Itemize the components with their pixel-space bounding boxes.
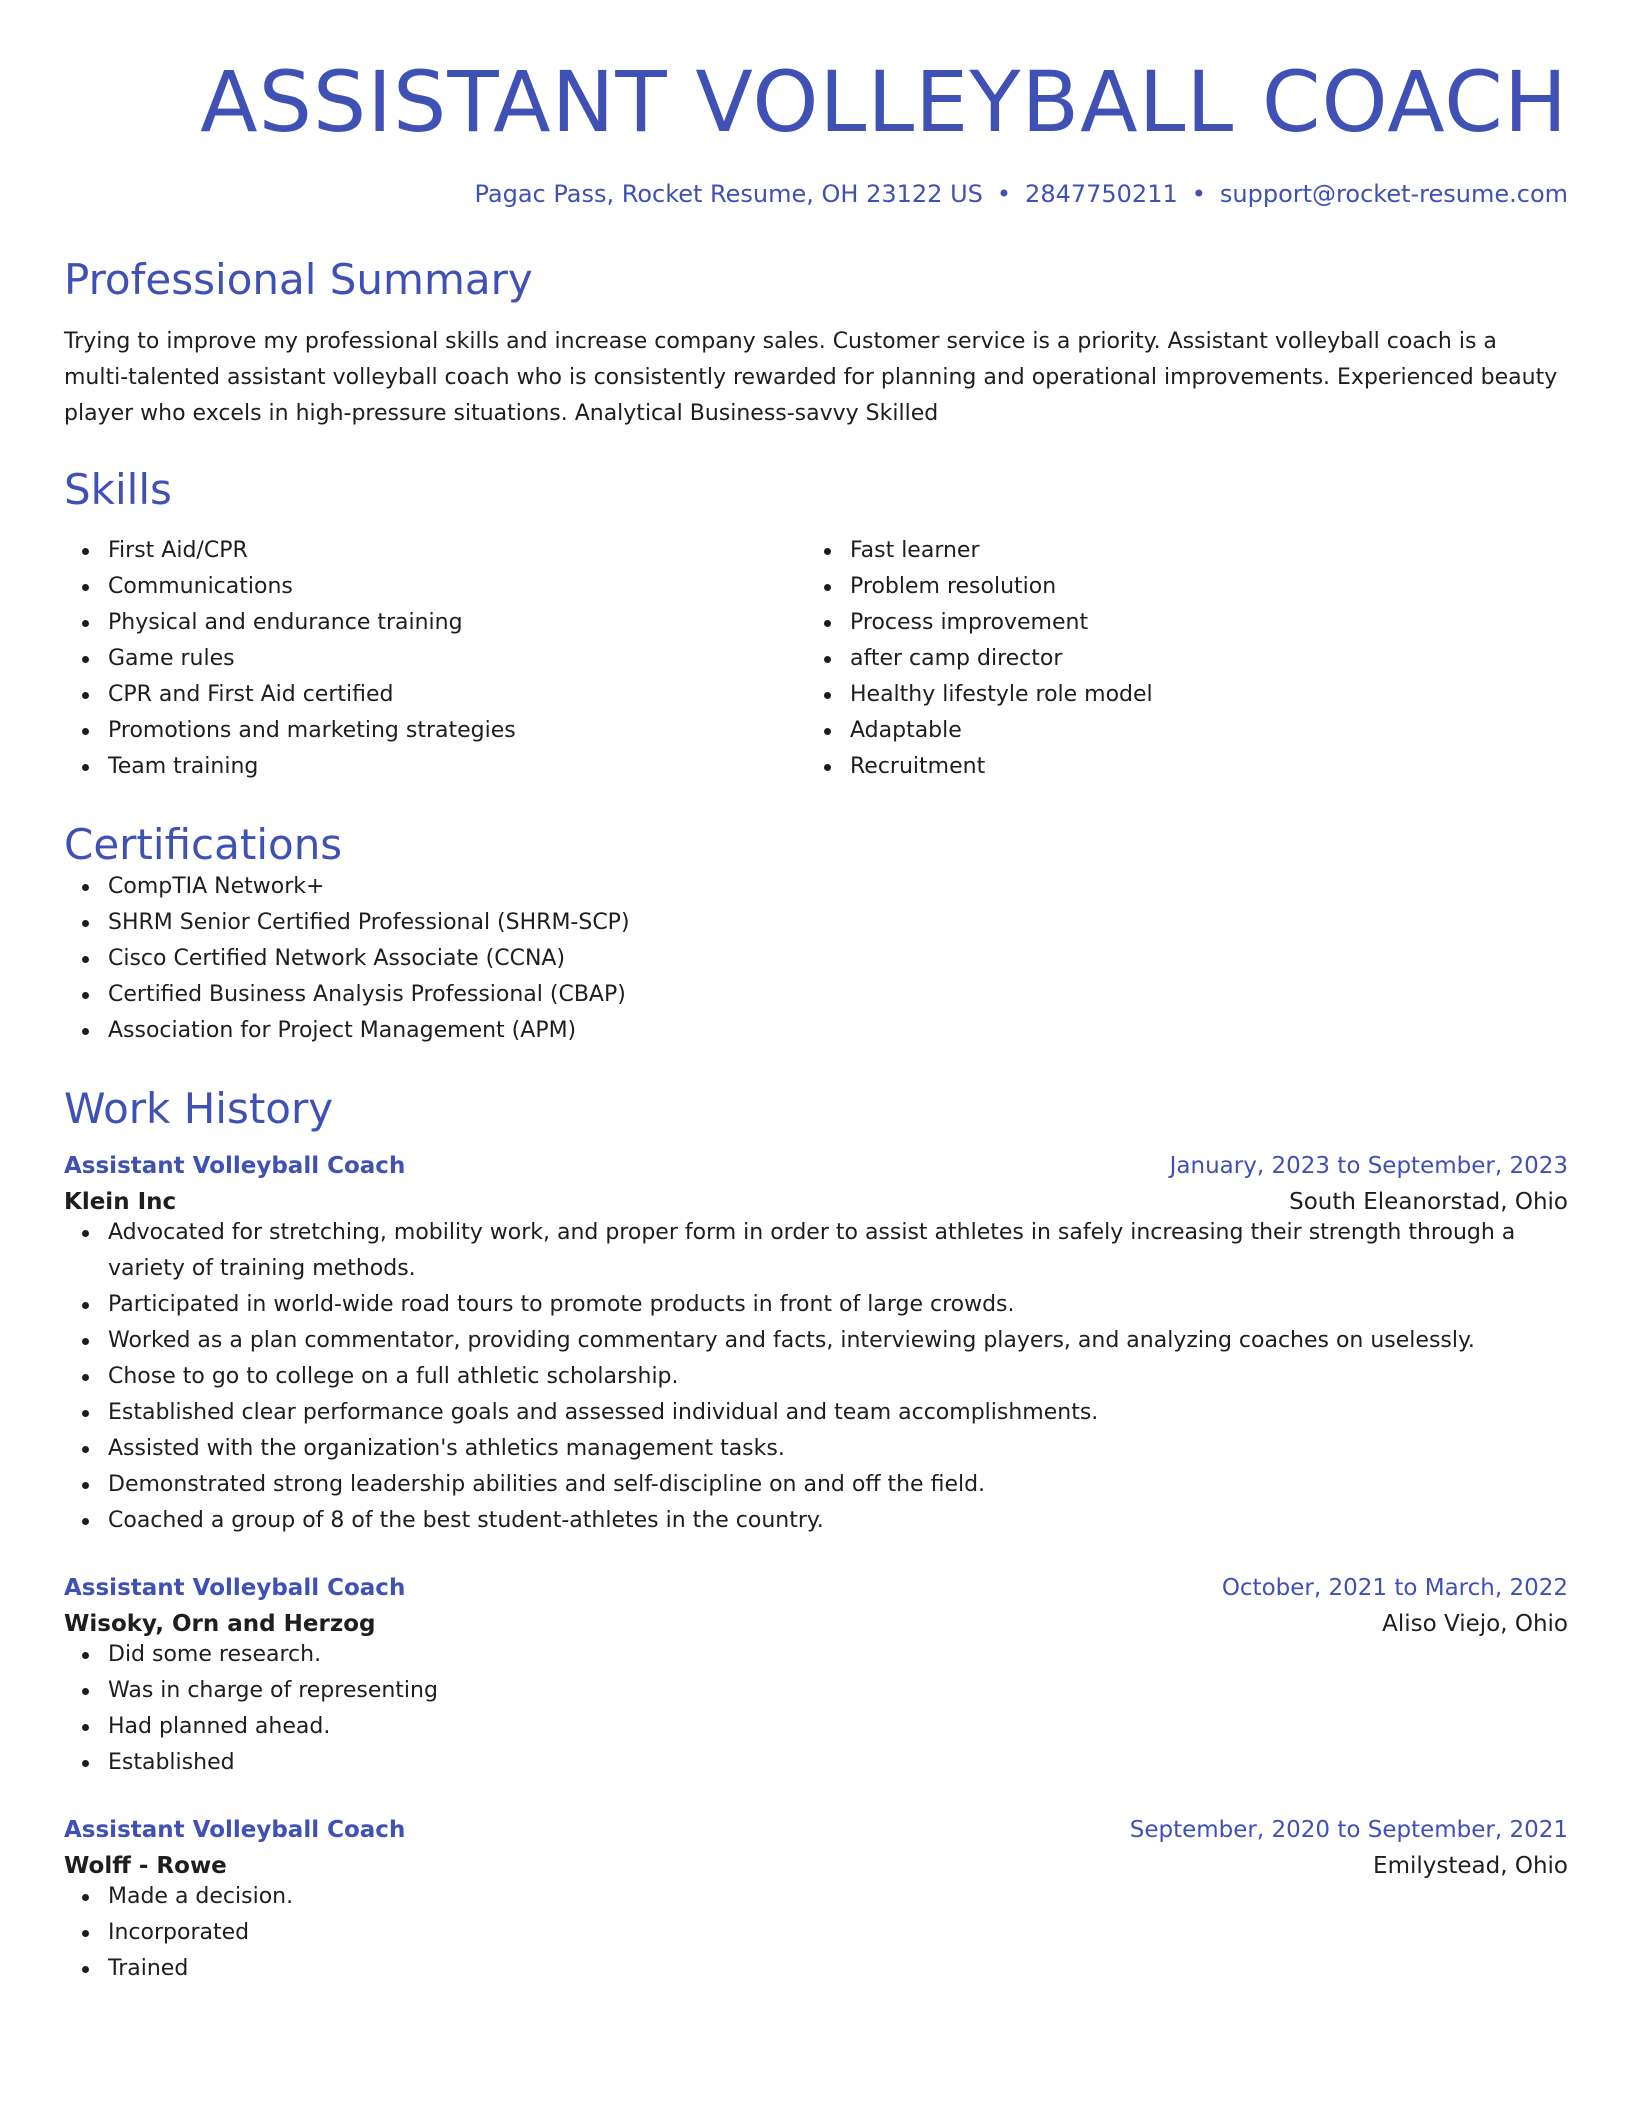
- certification-item: CompTIA Network+: [64, 869, 1568, 905]
- job-duty: Had planned ahead.: [64, 1709, 1568, 1745]
- contact-separator: •: [996, 180, 1012, 208]
- job-entry: [64, 1153, 1568, 1539]
- job-duty: Assisted with the organization's athletics management tasks.: [64, 1431, 1568, 1467]
- job-duties-list: [64, 1215, 1568, 1539]
- job-duty: Was in charge of representing: [64, 1673, 1568, 1709]
- certification-item: Association for Project Management (APM): [64, 1013, 1568, 1049]
- summary-text: Trying to improve my professional skills and increase company sales. Customer service is a priority. Assistant volleyball coach is a multi-talented assistant volleyball coach who is consistently rewarded for planning and operational improvements. Experienced beauty player who excels in high-pressure situations. Analytical Business-savvy Skilled: [64, 329, 1558, 427]
- certifications-heading: Certifications: [64, 819, 343, 869]
- skill-item: Recruitment: [806, 749, 1548, 785]
- summary-heading: Professional Summary: [64, 255, 533, 304]
- skill-item: Promotions and marketing strategies: [64, 713, 806, 749]
- job-title: Assistant Volleyball Coach: [64, 1575, 406, 1602]
- skill-item: Team training: [64, 749, 806, 785]
- job-duty: Coached a group of 8 of the best student-athletes in the country.: [64, 1503, 1568, 1539]
- certification-item: Cisco Certified Network Associate (CCNA): [64, 941, 1568, 977]
- job-duty: Chose to go to college on a full athletic scholarship.: [64, 1359, 1568, 1395]
- skill-item: Physical and endurance training: [64, 605, 806, 641]
- job-duty: Demonstrated strong leadership abilities and self-discipline on and off the field.: [64, 1467, 1568, 1503]
- job-duty: Established clear performance goals and assessed individual and team accomplishments.: [64, 1395, 1568, 1431]
- skill-item: First Aid/CPR: [64, 533, 806, 569]
- job-duty: Worked as a plan commentator, providing commentary and facts, interviewing players, and analyzing coaches on uselessly.: [64, 1323, 1568, 1359]
- job-title: Assistant Volleyball Coach: [64, 1817, 406, 1844]
- job-company: Wisoky, Orn and Herzog: [64, 1611, 376, 1638]
- job-duty: Advocated for stretching, mobility work, and proper form in order to assist athletes in safely increasing their strength through a variety of training methods.: [64, 1215, 1568, 1287]
- skill-item: Communications: [64, 569, 806, 605]
- skill-item: after camp director: [806, 641, 1548, 677]
- certifications-list: [64, 869, 1568, 1049]
- skill-item: Process improvement: [806, 605, 1548, 641]
- job-dates: January, 2023 to September, 2023: [1169, 1153, 1568, 1180]
- skills-column-right: [806, 533, 1548, 785]
- contact-line: [64, 180, 1568, 208]
- job-dates: September, 2020 to September, 2021: [1129, 1817, 1568, 1844]
- candidate-name: ASSISTANT VOLLEYBALL COACH: [200, 53, 1568, 151]
- skill-item: CPR and First Aid certified: [64, 677, 806, 713]
- skills-heading: Skills: [64, 465, 172, 515]
- skill-item: Healthy lifestyle role model: [806, 677, 1548, 713]
- job-location: Aliso Viejo, Ohio: [1382, 1611, 1568, 1638]
- certification-item: Certified Business Analysis Professional (CBAP): [64, 977, 1568, 1013]
- job-duties-list: [64, 1879, 1568, 1987]
- certification-item: SHRM Senior Certified Professional (SHRM-SCP): [64, 905, 1568, 941]
- skill-item: Fast learner: [806, 533, 1548, 569]
- job-duty: Made a decision.: [64, 1879, 1568, 1915]
- work-history-heading: Work History: [64, 1083, 334, 1133]
- job-duty: Established: [64, 1745, 1568, 1781]
- contact-separator: •: [1191, 180, 1206, 208]
- contact-email: support@rocket-resume.com: [1219, 180, 1568, 208]
- job-entry: [64, 1817, 1568, 1987]
- job-dates: October, 2021 to March, 2022: [1221, 1575, 1568, 1602]
- job-duty: Participated in world-wide road tours to promote products in front of large crowds.: [64, 1287, 1568, 1323]
- job-duty: Incorporated: [64, 1915, 1568, 1951]
- skill-item: Adaptable: [806, 713, 1548, 749]
- contact-address: Pagac Pass, Rocket Resume, OH 23122 US: [474, 180, 983, 208]
- skills-list: [64, 533, 1568, 785]
- skills-column-left: [64, 533, 806, 785]
- job-title: Assistant Volleyball Coach: [64, 1153, 406, 1180]
- skill-item: Game rules: [64, 641, 806, 677]
- job-company: Klein Inc: [64, 1189, 177, 1216]
- job-duty: Did some research.: [64, 1637, 1568, 1673]
- job-duties-list: [64, 1637, 1568, 1781]
- job-location: South Eleanorstad, Ohio: [1289, 1189, 1568, 1216]
- job-duty: Trained: [64, 1951, 1568, 1987]
- skill-item: Problem resolution: [806, 569, 1548, 605]
- job-location: Emilystead, Ohio: [1373, 1853, 1568, 1880]
- contact-phone: 2847750211: [1025, 180, 1178, 208]
- job-entry: [64, 1575, 1568, 1781]
- job-company: Wolff - Rowe: [64, 1853, 227, 1880]
